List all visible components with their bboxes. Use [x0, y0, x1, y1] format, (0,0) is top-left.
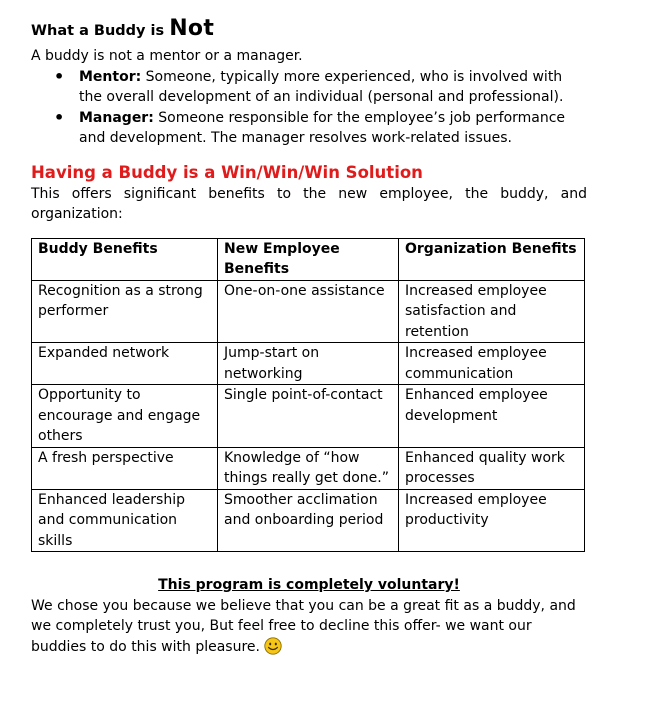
definitions-list	[31, 67, 587, 149]
table-cell: Enhanced employee development	[399, 385, 585, 448]
not-intro-text: A buddy is not a mentor or a manager.	[31, 48, 303, 64]
table-cell: Recognition as a strong performer	[32, 280, 218, 343]
table-cell: Jump-start on networking	[218, 343, 399, 385]
voluntary-heading: This program is completely voluntary!	[158, 577, 460, 593]
closing-text: We chose you because we believe that you can be a great fit as a buddy, and we completely trust you, But feel free to decline this offer- we want our buddies to do this with pleasure.	[31, 597, 576, 655]
smiley-face-icon	[264, 637, 282, 662]
table-cell: Increased employee satisfaction and retention	[399, 280, 585, 343]
closing-paragraph	[31, 596, 587, 662]
definition-term: Manager:	[79, 109, 154, 126]
table-cell: One-on-one assistance	[218, 280, 399, 343]
table-cell: Increased employee communication	[399, 343, 585, 385]
bullet-icon: •	[54, 66, 65, 86]
table-row	[32, 447, 585, 489]
table-cell: A fresh perspective	[32, 447, 218, 489]
definition-text: Someone, typically more experienced, who is involved with the overall development of an individual (personal and professional).	[79, 68, 564, 105]
bullet-icon: •	[54, 107, 65, 127]
benefits-table	[31, 238, 585, 553]
column-header-organization: Organization Benefits	[399, 238, 585, 280]
table-row	[32, 280, 585, 343]
table-cell: Single point-of-contact	[218, 385, 399, 448]
table-cell: Knowledge of “how things really get done.”	[218, 447, 399, 489]
table-row	[32, 343, 585, 385]
heading-prefix: What a Buddy is	[31, 23, 170, 39]
definition-text: Someone responsible for the employee’s job performance and development. The manager resolves work-related issues.	[79, 109, 566, 146]
heading-what-buddy-is-not	[31, 14, 587, 46]
table-row	[32, 489, 585, 552]
table-cell: Smoother acclimation and onboarding period	[218, 489, 399, 552]
heading-win-win-win: Having a Buddy is a Win/Win/Win Solution	[31, 162, 423, 182]
table-cell: Enhanced leadership and communication skills	[32, 489, 218, 552]
table-header-row	[32, 238, 585, 280]
table-cell: Enhanced quality work processes	[399, 447, 585, 489]
definition-term: Mentor:	[79, 68, 142, 85]
column-header-new-employee: New Employee Benefits	[218, 238, 399, 280]
win-intro-text: This offers significant benefits to the new employee, the buddy, and organization:	[31, 185, 587, 222]
table-row	[32, 385, 585, 448]
document-page	[31, 14, 587, 661]
definition-item-mentor	[31, 67, 587, 108]
column-header-buddy: Buddy Benefits	[32, 238, 218, 280]
table-cell: Opportunity to encourage and engage others	[32, 385, 218, 448]
table-cell: Expanded network	[32, 343, 218, 385]
table-cell: Increased employee productivity	[399, 489, 585, 552]
heading-emphasis: Not	[169, 16, 215, 41]
definition-item-manager	[31, 108, 587, 149]
